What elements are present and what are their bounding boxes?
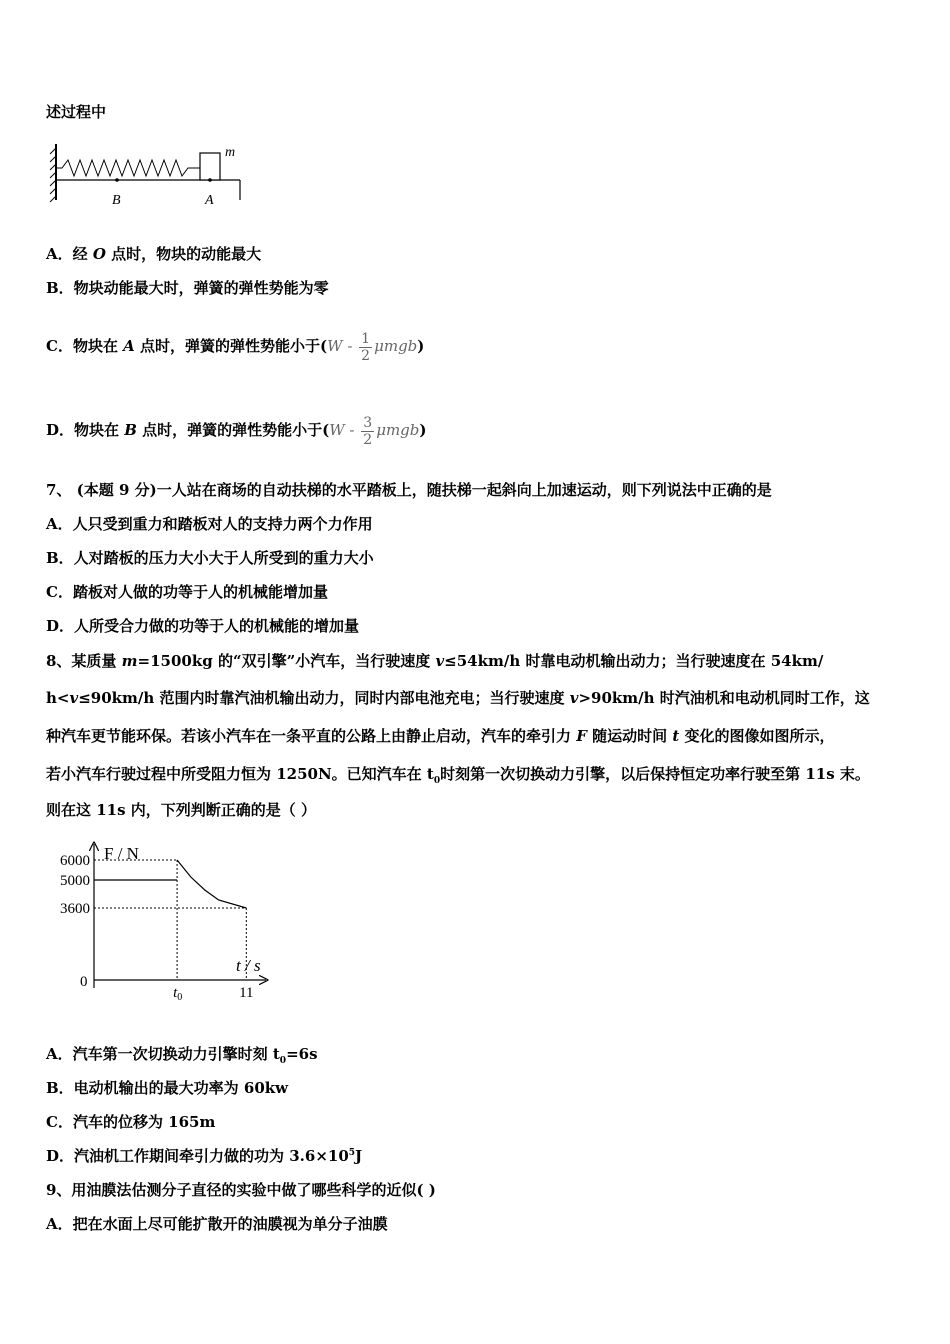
q7-option-d: D．人所受合力做的功等于人的机械能的增加量 [46, 617, 360, 635]
mass-label: m [225, 145, 236, 160]
fraction-one-half: $\frac{1}{2}$ [361, 330, 371, 364]
spring-figure [44, 140, 244, 212]
q7-option-c: C．踏板对人做的功等于人的机械能增加量 [46, 583, 328, 601]
q9-option-a: A．把在水面上尽可能扩散开的油膜视为单分子油膜 [46, 1215, 388, 1233]
y-tick-6000: 6000 [60, 853, 90, 869]
force-time-chart [44, 838, 284, 1006]
q8-stem-line-5: 则在这 11s 内，下列判断正确的是（ ） [46, 801, 316, 819]
q8-option-c: C．汽车的位移为 165m [46, 1113, 216, 1131]
y-tick-5000: 5000 [60, 873, 90, 889]
q6-option-d: D．物块在 B 点时，弹簧的弹性势能小于(W - $\frac{3}{2}$ μmgb) [46, 414, 427, 448]
q7-option-b: B．人对踏板的压力大小大于人所受到的重力大小 [46, 549, 374, 567]
y-tick-3600: 3600 [60, 901, 90, 917]
series-curve [177, 860, 246, 908]
fraction-three-halves: $\frac{3}{2}$ [363, 414, 373, 448]
q8-stem-line-4: 若小汽车行驶过程中所受阻力恒为 1250N。已知汽车在 $t_0$时刻第一次切换动力引擎，以后保持恒定功率行驶至第 11s 末。 [46, 765, 870, 786]
q6-option-b: B．物块动能最大时，弹簧的弹性势能为零 [46, 279, 329, 297]
q8-stem-line-3: 种汽车更节能环保。若该小汽车在一条平直的公路上由静止启动，汽车的牵引力 F 随运动时间 t 变化的图像如图所示， [46, 727, 835, 745]
q8-option-a: A．汽车第一次切换动力引擎时刻 $t_0=6s$ [46, 1045, 318, 1066]
q8-stem-line-2: h<v≤90km/h 范围内时靠汽油机输出动力，同时内部电池充电；当行驶速度 v>90km/h 时汽油机和电动机同时工作，这 [46, 689, 870, 707]
q6-option-a: A．经 O 点时，物块的动能最大 [46, 245, 262, 263]
x-axis-label: t / s [236, 956, 261, 975]
point-b-label: B [112, 193, 121, 208]
q7-stem: 7、 (本题 9 分)一人站在商场的自动扶梯的水平踏板上，随扶梯一起斜向上加速运动，则下列说法中正确的是 [46, 481, 772, 499]
q6-option-c: C．物块在 A 点时，弹簧的弹性势能小于(W - $\frac{1}{2}$ μmgb) [46, 330, 425, 364]
x-tick-11: 11 [239, 985, 254, 1001]
q8-option-b: B．电动机输出的最大功率为 60kw [46, 1079, 289, 1097]
y-axis-label: F / N [104, 844, 139, 863]
origin-label: 0 [80, 974, 88, 990]
q7-option-a: A．人只受到重力和踏板对人的支持力两个力作用 [46, 515, 373, 533]
intro-text: 述过程中 [46, 103, 107, 121]
q9-stem: 9、用油膜法估测分子直径的实验中做了哪些科学的近似( ) [46, 1181, 436, 1199]
q8-option-d: D．汽油机工作期间牵引力做的功为 $3.6\times 10^5J$ [46, 1147, 363, 1165]
point-a-label: A [205, 193, 214, 208]
q8-stem-line-1: 8、某质量 m=1500kg 的“双引擎”小汽车，当行驶速度 v≤54km/h 时靠电动机输出动力；当行驶速度在 54km/ [46, 652, 824, 670]
x-tick-t0: $t_0$ [173, 985, 183, 1003]
